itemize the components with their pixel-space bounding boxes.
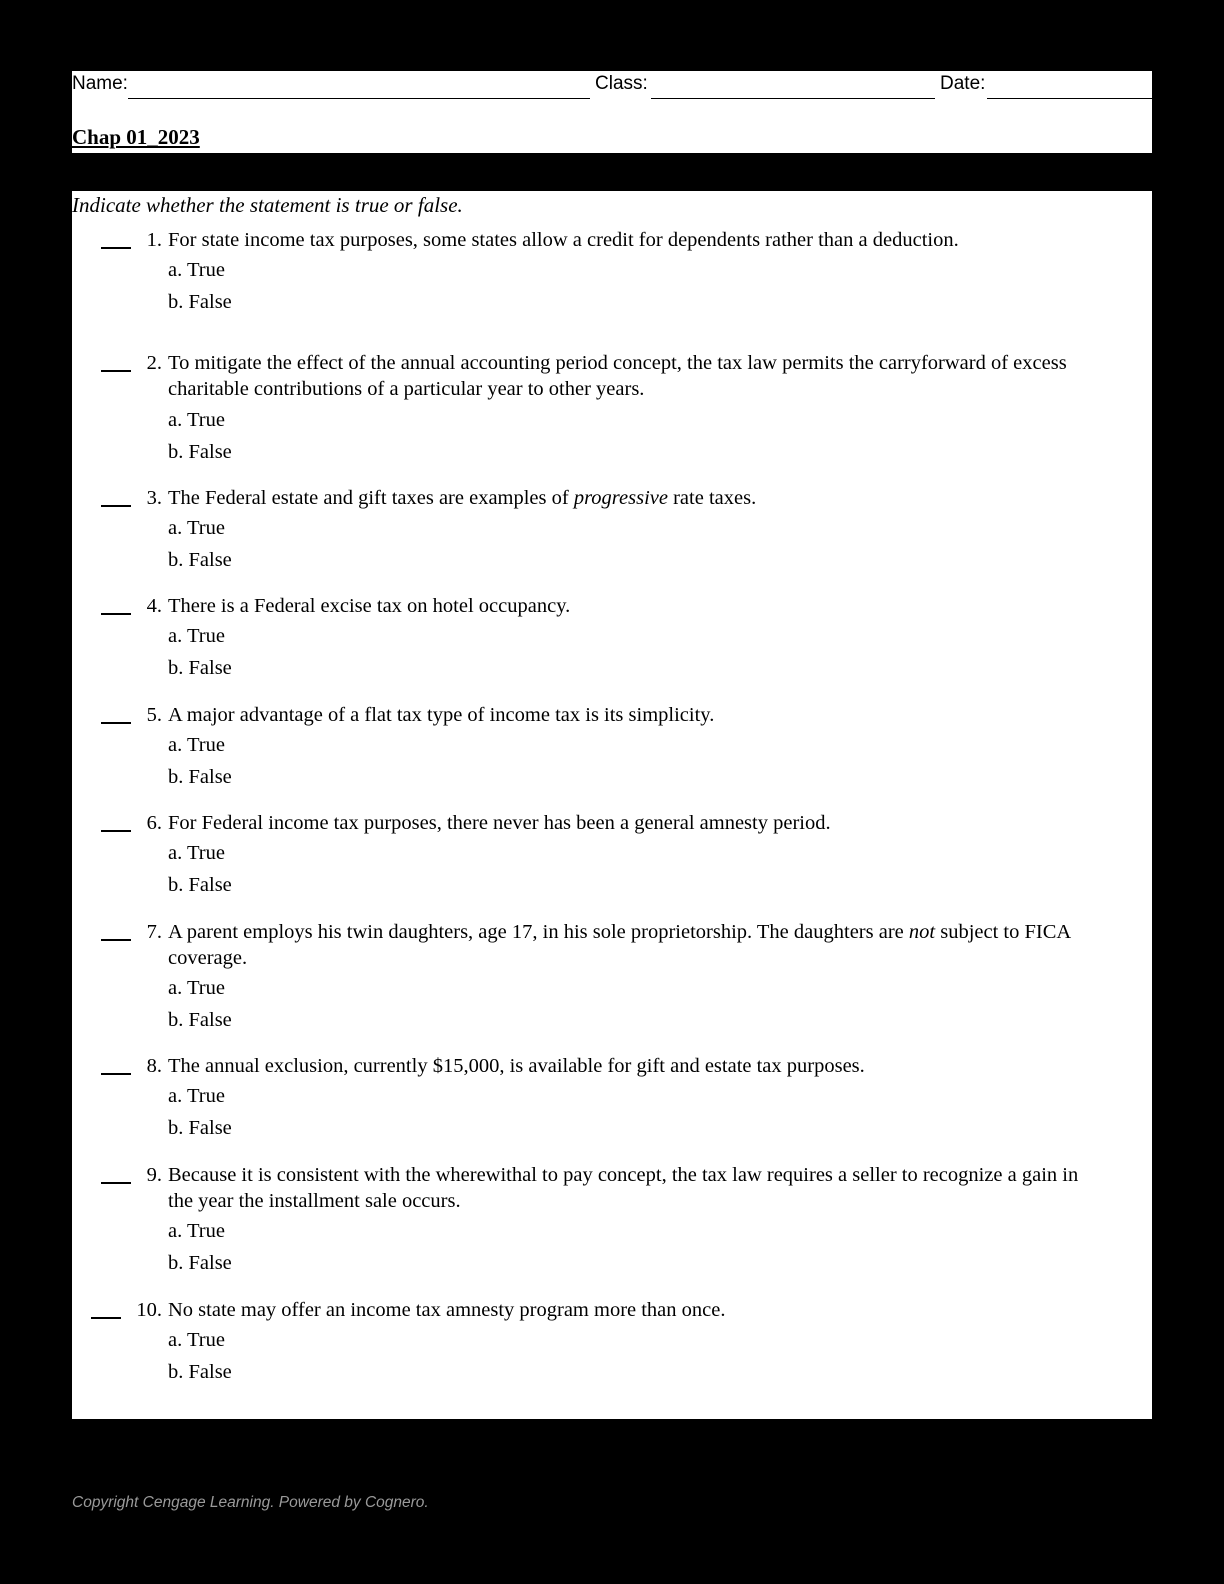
question-text: To mitigate the effect of the annual accounting period concept, the tax law permits the carryforward of excess charitable contributions of a particular year to other years. <box>168 352 1067 400</box>
question-number: 7. <box>146 921 162 943</box>
chapter-title: Chap 01_2023 <box>72 125 200 149</box>
class-field[interactable] <box>595 73 935 99</box>
class-label: Class: <box>595 73 648 94</box>
option-false[interactable]: b. False <box>168 441 232 463</box>
option-true[interactable]: a. True <box>168 625 225 647</box>
question-number: 2. <box>146 352 162 374</box>
option-false[interactable]: b. False <box>168 1009 232 1031</box>
question-number: 10. <box>136 1299 162 1321</box>
question-text: No state may offer an income tax amnesty program more than once. <box>168 1299 726 1321</box>
date-underline <box>987 98 1152 99</box>
instructions: Indicate whether the statement is true or false. <box>72 193 463 217</box>
option-true[interactable]: a. True <box>168 1220 225 1242</box>
name-underline <box>128 98 590 99</box>
question-number: 4. <box>146 595 162 617</box>
date-field[interactable] <box>940 73 1152 99</box>
option-false[interactable]: b. False <box>168 874 232 896</box>
option-true[interactable]: a. True <box>168 517 225 539</box>
question-section <box>72 191 1152 1419</box>
option-false[interactable]: b. False <box>168 549 232 571</box>
option-true[interactable]: a. True <box>168 977 225 999</box>
question-number: 5. <box>146 704 162 726</box>
question-text: The Federal estate and gift taxes are examples of progressive rate taxes. <box>168 487 757 509</box>
copyright-footer: Copyright Cengage Learning. Powered by Cognero. <box>72 1494 429 1511</box>
date-label: Date: <box>940 73 986 94</box>
question-text: A major advantage of a flat tax type of income tax is its simplicity. <box>168 704 715 726</box>
option-true[interactable]: a. True <box>168 259 225 281</box>
question-text: There is a Federal excise tax on hotel occupancy. <box>168 595 571 617</box>
option-true[interactable]: a. True <box>168 734 225 756</box>
class-underline <box>651 98 935 99</box>
option-true[interactable]: a. True <box>168 1329 225 1351</box>
question-text: A parent employs his twin daughters, age 17, in his sole proprietorship. The daughters are not subject to FICA coverage. <box>168 921 1072 969</box>
question-number: 6. <box>146 812 162 834</box>
question-text: Because it is consistent with the wherewithal to pay concept, the tax law requires a seller to recognize a gain in the year the installment sale occurs. <box>168 1164 1079 1212</box>
option-true[interactable]: a. True <box>168 409 225 431</box>
name-label: Name: <box>72 73 128 94</box>
option-true[interactable]: a. True <box>168 842 225 864</box>
question-text: For Federal income tax purposes, there never has been a general amnesty period. <box>168 812 831 834</box>
option-true[interactable]: a. True <box>168 1085 225 1107</box>
question-number: 9. <box>146 1164 162 1186</box>
option-false[interactable]: b. False <box>168 1117 232 1139</box>
question-number: 3. <box>146 487 162 509</box>
question-number: 1. <box>146 229 162 251</box>
option-false[interactable]: b. False <box>168 766 232 788</box>
question-number: 8. <box>146 1055 162 1077</box>
option-false[interactable]: b. False <box>168 1361 232 1383</box>
question-text: For state income tax purposes, some states allow a credit for dependents rather than a deduction. <box>168 229 959 251</box>
option-false[interactable]: b. False <box>168 657 232 679</box>
option-false[interactable]: b. False <box>168 291 232 313</box>
name-field[interactable] <box>72 73 590 99</box>
option-false[interactable]: b. False <box>168 1252 232 1274</box>
header-section <box>72 71 1152 153</box>
question-text: The annual exclusion, currently $15,000, is available for gift and estate tax purposes. <box>168 1055 865 1077</box>
